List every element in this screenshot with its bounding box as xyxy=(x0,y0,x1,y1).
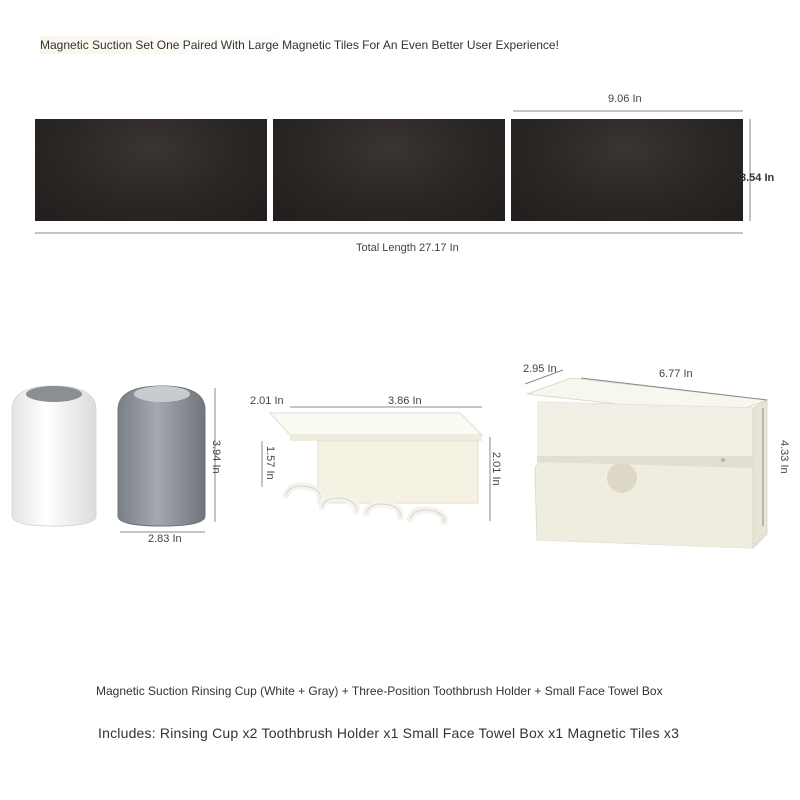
towel-box-depth-label: 2.95 In xyxy=(523,363,557,375)
tile-dimension-lines xyxy=(0,0,800,260)
product-caption: Magnetic Suction Rinsing Cup (White + Gray) + Three-Position Toothbrush Holder + Small Face Towel Box xyxy=(96,684,663,698)
towel-box xyxy=(515,360,785,560)
white-cup xyxy=(12,386,96,526)
holder-inner-height-label: 1.57 In xyxy=(264,446,276,480)
tile-height-label: 3.54 In xyxy=(740,172,775,184)
towel-box-height-label: 4.33 In xyxy=(778,440,790,474)
total-length-label: Total Length 27.17 In xyxy=(356,242,459,254)
cup-width-label: 2.83 In xyxy=(148,533,182,545)
holder-width-label: 3.86 In xyxy=(388,395,422,407)
toothbrush-holder xyxy=(250,395,500,525)
towel-box-width-label: 6.77 In xyxy=(659,368,693,380)
cup-height-label: 3.94 In xyxy=(210,440,222,474)
holder-depth-label: 2.01 In xyxy=(250,395,284,407)
holder-height-label: 2.01 In xyxy=(490,452,502,486)
includes-line: Includes: Rinsing Cup x2 Toothbrush Holder x1 Small Face Towel Box x1 Magnetic Tiles x3 xyxy=(98,725,680,741)
rinsing-cups xyxy=(0,380,240,550)
tile-width-label: 9.06 In xyxy=(608,93,642,105)
headline: Magnetic Suction Set One Paired With Large Magnetic Tiles For An Even Better User Experience! xyxy=(40,36,760,54)
gray-cup xyxy=(118,386,205,526)
